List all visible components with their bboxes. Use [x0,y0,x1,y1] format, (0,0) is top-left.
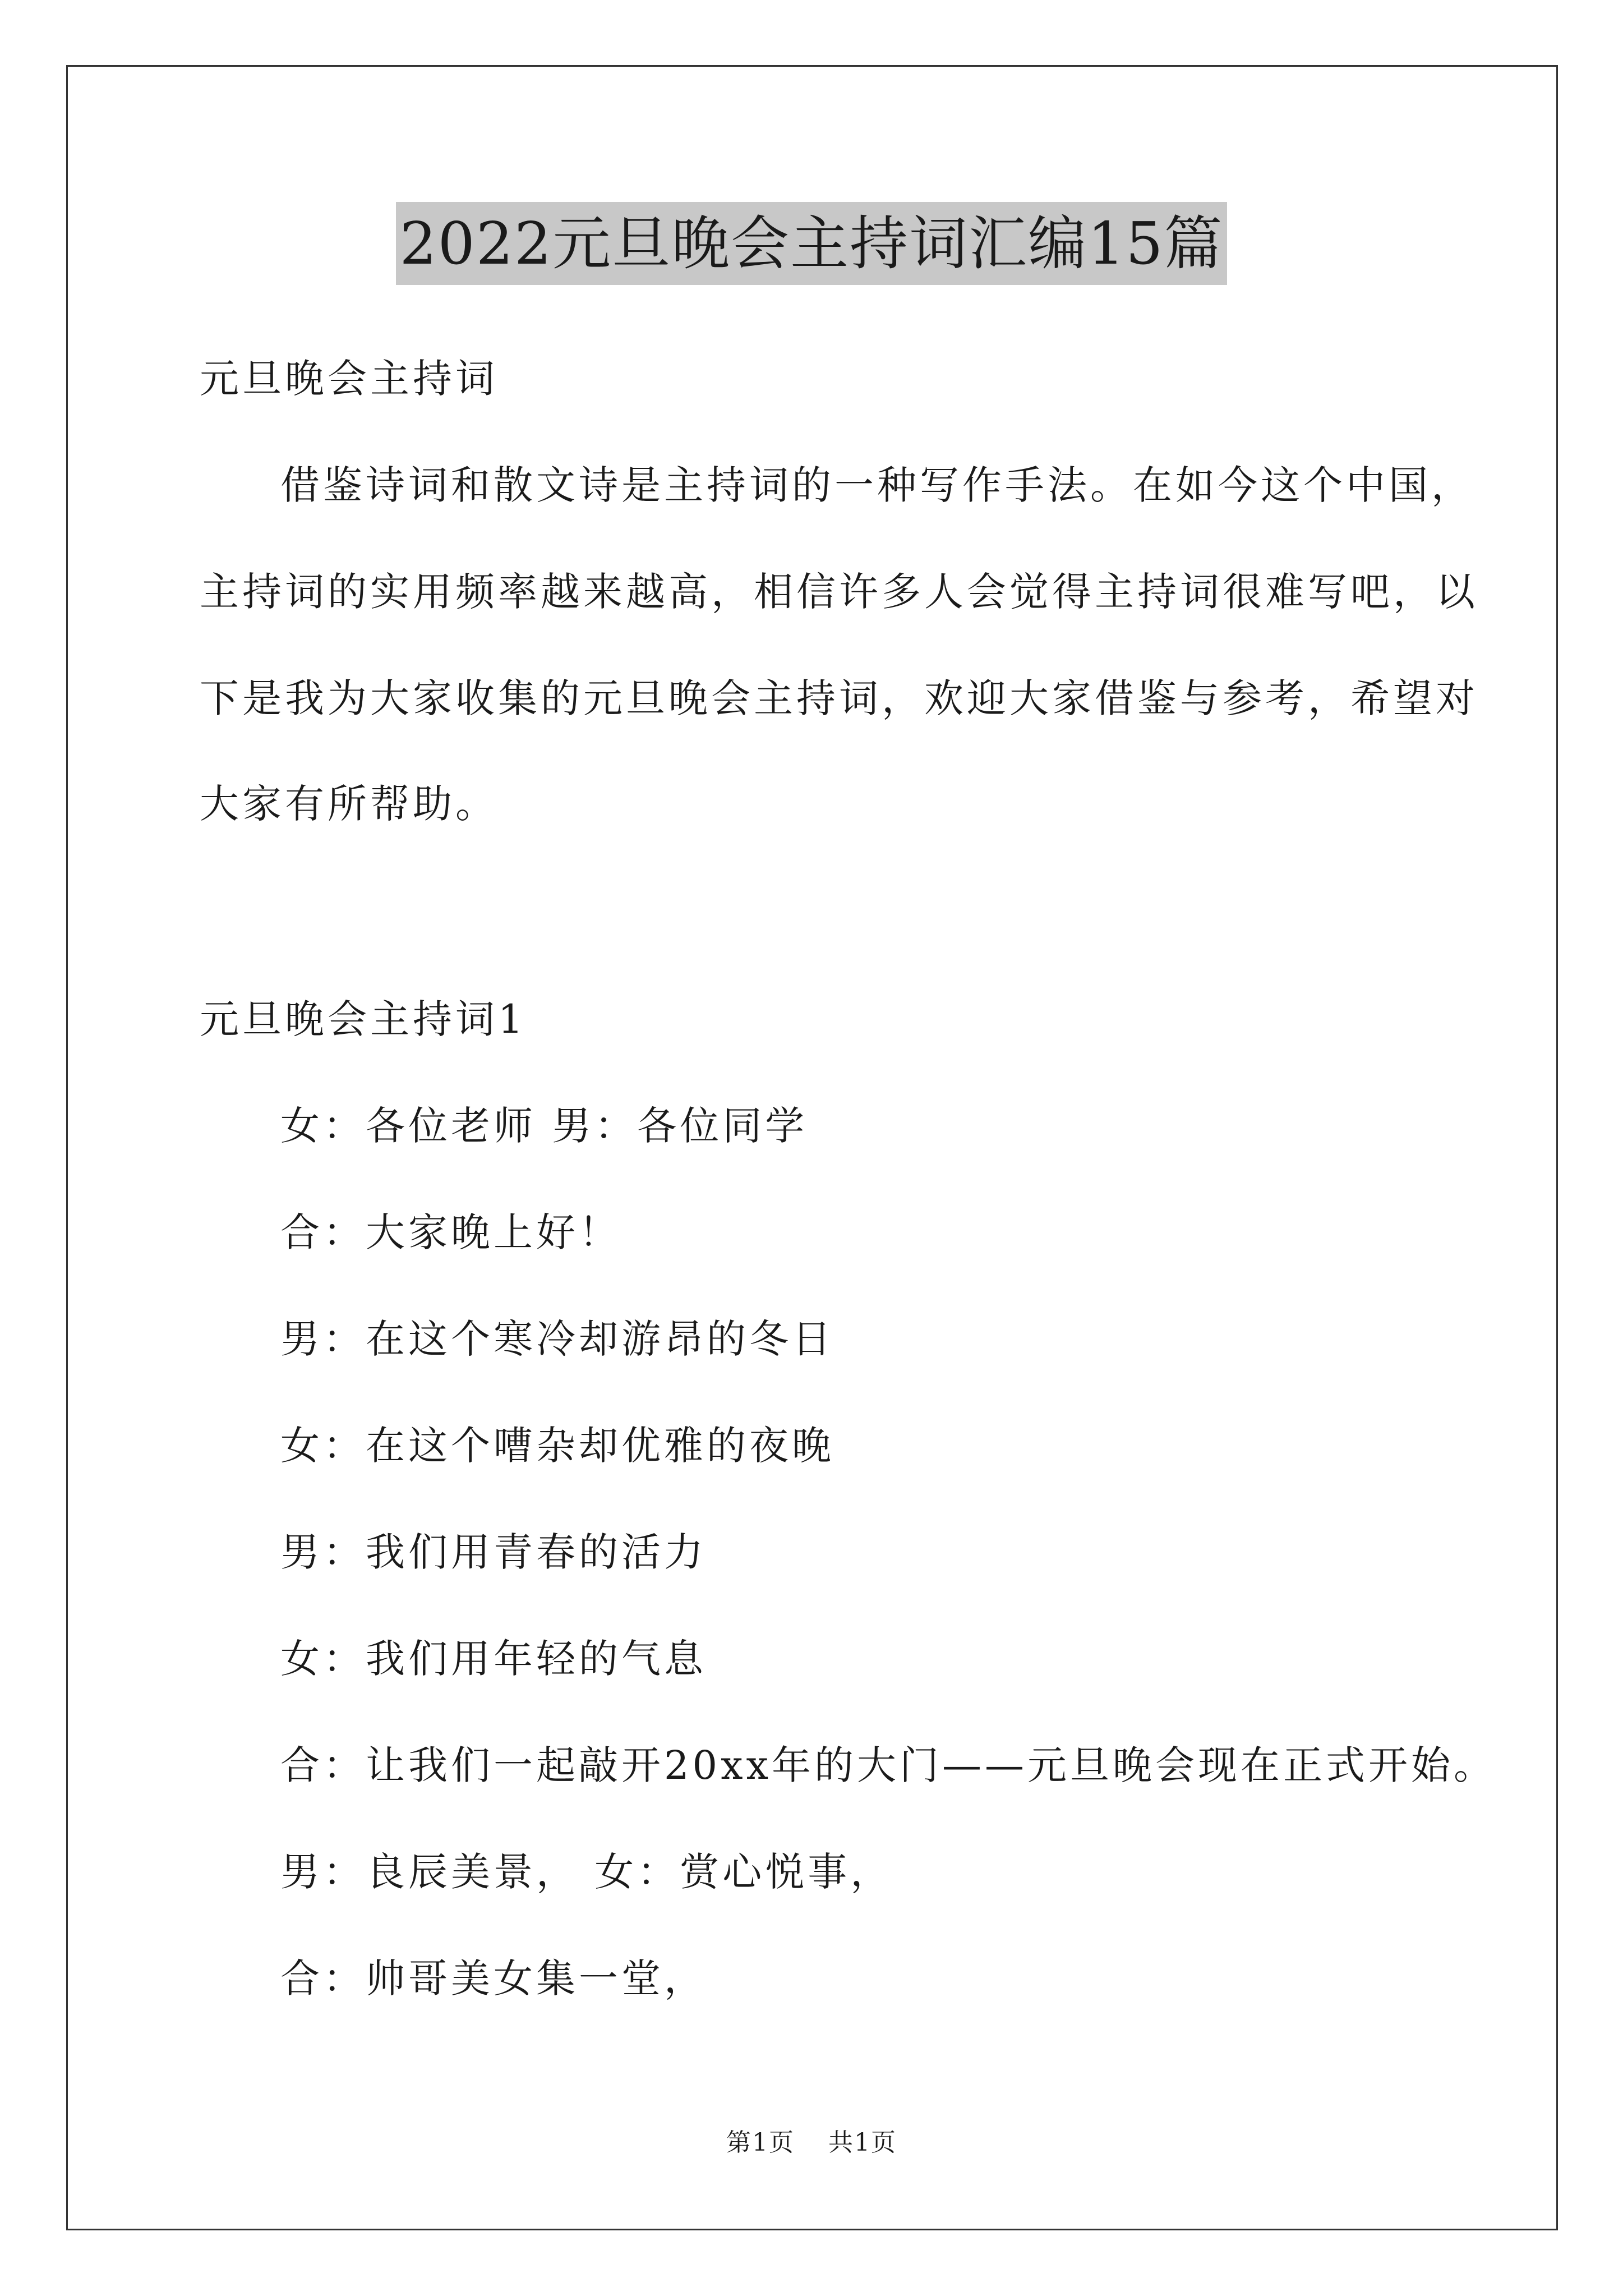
dialogue-line-8: 男：良辰美景， 女：赏心悦事， [280,1849,893,1895]
section-heading: 元旦晚会主持词 [200,356,498,402]
intro-line-4: 大家有所帮助。 [200,781,498,827]
dialogue-line-1: 女：各位老师 男：各位同学 [280,1103,808,1149]
page-footer [0,2126,1623,2160]
dialogue-line-3: 男：在这个寒冷却游昂的冬日 [280,1316,834,1362]
dialogue-line-7: 合：让我们一起敲开20xx年的大门——元旦晚会现在正式开始。 [280,1742,1497,1788]
intro-line-2: 主持词的实用频率越来越高，相信许多人会觉得主持词很难写吧，以 [200,569,1478,615]
page-number: 第1页 [726,2128,795,2157]
subsection-heading: 元旦晚会主持词1 [200,996,527,1042]
dialogue-line-9: 合：帅哥美女集一堂， [280,1955,707,2001]
intro-line-3: 下是我为大家收集的元旦晚会主持词，欢迎大家借鉴与参考，希望对 [200,675,1478,721]
dialogue-line-4: 女：在这个嘈杂却优雅的夜晚 [280,1423,834,1469]
dialogue-line-2: 合：大家晚上好！ [280,1209,621,1255]
title-container [0,202,1623,285]
dialogue-line-5: 男：我们用青春的活力 [280,1529,707,1575]
dialogue-line-6: 女：我们用年轻的气息 [280,1636,707,1682]
page-total: 共1页 [828,2128,897,2157]
intro-line-1: 借鉴诗词和散文诗是主持词的一种写作手法。在如今这个中国， [280,462,1474,508]
document-title: 2022元旦晚会主持词汇编15篇 [396,202,1227,285]
